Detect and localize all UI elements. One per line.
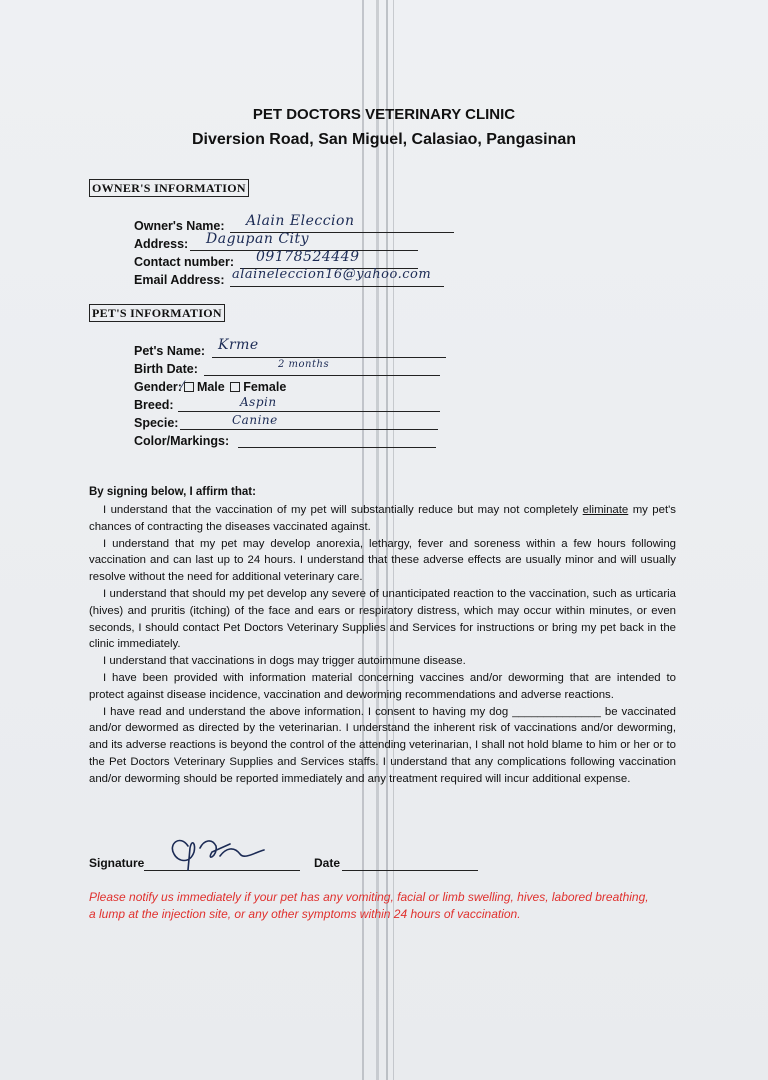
gender-male-checkbox[interactable]: ⁄	[184, 382, 194, 392]
consent-p6-part-b: be vaccinated and/or dewormed as directed by the veterinarian. I understand the inherent risk of vaccinations and/or deworming, and its adverse reactions is beyond the control of the attending veterinarian, I shall not hold blame to him or her or to the Pet Doctors Veterinary Supplies and Services staffs. I understand that any complications following vaccination and/or deworming should be reported immediately and any treatment required will incur additional expense.	[89, 705, 677, 785]
specie-label: Specie:	[134, 416, 179, 430]
date-field[interactable]	[342, 854, 478, 871]
birth-date-label: Birth Date:	[134, 362, 198, 376]
pet-section-heading	[89, 304, 225, 322]
consent-p1-part-a: I understand that the vaccination of my pet will substantially reduce but may not completely	[103, 504, 579, 516]
color-markings-field[interactable]	[238, 431, 436, 448]
pet-heading-text: PET'S INFORMATION	[92, 306, 222, 320]
gender-label: Gender:	[134, 380, 182, 394]
consent-paragraph-6	[89, 704, 676, 788]
consent-lead: By signing below, I affirm that:	[89, 486, 256, 498]
specie-value: Canine	[232, 413, 278, 427]
consent-p6-part-a: I have read and understand the above information. I consent to having my dog	[103, 705, 509, 718]
breed-value: Aspin	[240, 395, 277, 409]
owner-heading-text: OWNER'S INFORMATION	[92, 181, 246, 195]
pet-name-value: Krme	[218, 337, 259, 353]
consent-p1-part-b: my pet's chances of contracting the diseases vaccinated against.	[89, 504, 676, 533]
vaccination-notice: Please notify us immediately if your pet has any vomiting, facial or limb swelling, hives, labored breathing, a lump at the injection site, or any other symptoms within 24 hours of vaccination.	[89, 890, 649, 921]
gender-male-label: Male	[196, 380, 225, 394]
breed-label: Breed:	[134, 398, 174, 412]
consent-paragraph-4: I understand that vaccinations in dogs may trigger autoimmune disease.	[103, 655, 466, 668]
owner-name-label: Owner's Name:	[134, 219, 225, 233]
address-label: Address:	[134, 237, 189, 251]
consent-body	[89, 502, 676, 788]
gender-row	[134, 377, 287, 394]
dog-name-blank[interactable]: ______________	[512, 705, 601, 718]
breed-field[interactable]	[178, 395, 440, 412]
consent-p1-underlined: eliminate	[582, 504, 629, 516]
date-label: Date	[314, 856, 341, 870]
consent-paragraph-1	[89, 502, 676, 536]
consent-paragraph-2: I understand that my pet may develop anorexia, lethargy, fever and soreness within a few hours following vaccination and can last up to 24 hours. I understand that these adverse effects are usually minor and will usually resolve without the need for additional veterinary care.	[89, 537, 676, 584]
contact-number-value: 09178524449	[256, 249, 360, 265]
birth-date-value: 2 months	[278, 359, 330, 370]
email-label: Email Address:	[134, 273, 225, 287]
address-value: Dagupan City	[206, 231, 310, 247]
gender-female-checkbox[interactable]	[230, 382, 240, 392]
email-value: alaineleccion16@yahoo.com	[232, 267, 432, 282]
owner-name-value: Alain Eleccion	[246, 213, 355, 229]
color-markings-label: Color/Markings:	[134, 434, 230, 448]
specie-field[interactable]	[180, 413, 438, 430]
consent-paragraph-5: I have been provided with information material concerning vaccines and/or deworming that are intended to protect against disease incidence, vaccination and deworming recommendations and adverse reactions.	[89, 671, 676, 701]
pet-name-label: Pet's Name:	[134, 344, 206, 358]
clinic-name: PET DOCTORS VETERINARY CLINIC	[252, 106, 516, 123]
gender-female-label: Female	[243, 380, 287, 394]
clinic-address: Diversion Road, San Miguel, Calasiao, Pangasinan	[191, 131, 577, 148]
owner-section-heading	[89, 179, 249, 197]
handwritten-signature	[160, 826, 270, 874]
contact-number-label: Contact number:	[134, 255, 234, 269]
signature-label: Signature	[89, 856, 145, 870]
consent-paragraph-3: I understand that should my pet develop any severe of unanticipated reaction to the vaccination, such as urticaria (hives) and pruritis (itching) of the face and ears or respiratory distress, which may occur within minutes, or even seconds, I should contact Pet Doctors Veterinary Supplies and Services for instructions or bring my pet back in the clinic immediately.	[89, 587, 676, 651]
